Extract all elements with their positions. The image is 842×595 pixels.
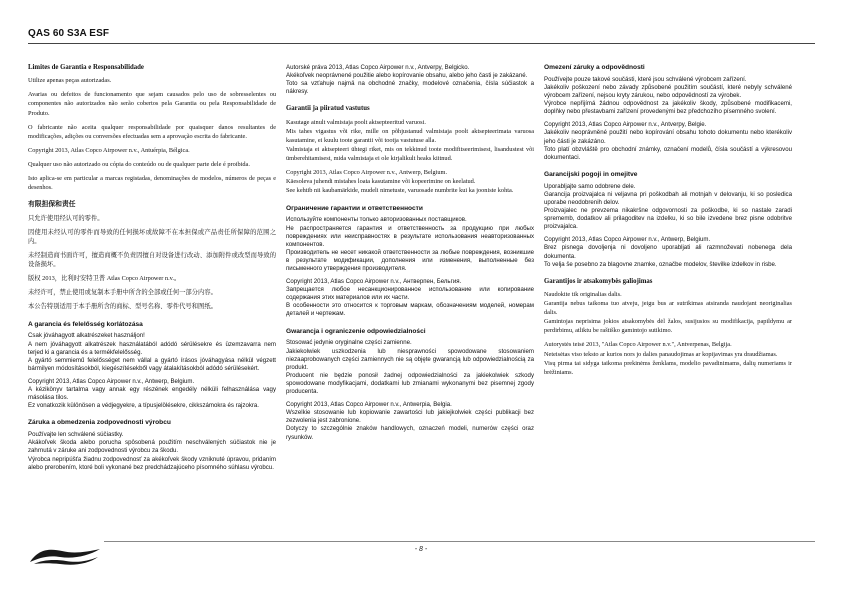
section-paragraph: Isto aplica-se em particular a marcas registadas, denominações de modelos, números de peças e desenhos.	[28, 175, 276, 192]
warranty-section	[28, 321, 276, 411]
section-paragraph: Copyright 2013, Atlas Copco Airpower n.v., Antwerp, Belgium. Brez pisnega dovoljenja ni dovoljeno uporabljati ali razmnoževati nobenega dela dokumenta. To velja še posebno za blagovne znamke, označbe modelov, številke izdelkov in risbe.	[544, 236, 792, 268]
section-heading: Omezení záruky a odpovědnosti	[544, 64, 645, 71]
warranty-section	[28, 64, 276, 192]
section-paragraph: 因使用未经认可的零件而导致的任何损坏或故障不在本担保或产品责任所保障的范围之内。	[28, 228, 276, 245]
warranty-section	[286, 105, 534, 195]
section-heading: Garantijos ir atsakomybės galiojimas	[544, 277, 653, 285]
section-paragraph: Используйте компоненты только авторизованных поставщиков. Не распространяется гарантия и ответственность за продукцию при любых повреждениях или неисправностях в результате использования неавторизованных компонентов. Производитель не несет никакой ответственности за любые повреждения, возникшие в результате модификации, дополнения или изменения, выполненные без письменного утверждения производителя.	[286, 216, 534, 272]
warranty-section	[28, 201, 276, 311]
document-title: QAS 60 S3A ESF	[28, 28, 110, 39]
section-paragraph: Copyright 2013, Atlas Copco Airpower n.v., Antuérpia, Bélgica.	[28, 146, 190, 154]
section-paragraph: Uporabljajte samo odobrene dele. Garancija proizvajalca ni veljavna pri poškodbah ali motnjah v delovanju, ki so posledica uporabe neodobrenih delov. Proizvajalec ne prevzema nikakršne odgovornosti za poškodbe, ki so nastale zaradi sprememb, dodatkov ali prilagoditev na izdelku, ki so bile izvedene brez pisne odobritve proizvajalca.	[544, 182, 792, 231]
section-paragraph: Stosować jedynie oryginalne części zamienne. Jakiekolwiek uszkodzenia lub niesprawności spowodowane stosowaniem niezaaprobowanych części zamiennych nie są objęte gwarancją lub odpowiedzialnością za produkt. Producent nie będzie ponosił żadnej odpowiedzialności za jakiekolwiek szkody spowodowane modyfikacjami, dodatkami lub zmianami wykonanymi bez pisemnej zgody producenta.	[286, 339, 534, 396]
section-heading: Ограничение гарантии и ответственности	[286, 204, 423, 212]
atlas-copco-logo	[28, 546, 102, 566]
section-paragraph: Copyright 2013, Atlas Copco Airpower n.v., Antwerp, Belgium. Käesoleva juhendi mistahes loata kasutamine või kopeerimine on keelatud. See kehtib nii kaubamärkide, mudeli nimetuste, varuosade numbrite kui ka jooniste kohta.	[286, 169, 514, 195]
section-paragraph: O fabricante não aceita qualquer responsabilidade por quaisquer danos resultantes de modificações, adições ou conversões efectuadas sem a aprovação escrita do fabricante.	[28, 123, 276, 140]
column-3	[544, 64, 792, 386]
section-heading: Limites de Garantia e Responsabilidade	[28, 64, 144, 71]
header-rule	[28, 43, 815, 44]
section-paragraph: 未经制造商书面许可，擅造商概不负责因擅自对设备进行改动、添加附件或改型而导致的设备损坏。	[28, 251, 276, 269]
section-paragraph: Csak jóváhagyott alkatrészeket használjon! A nem jóváhagyott alkatrészek használatából adódó sérülésekre és üzemzavarra nem terjed ki a garancia és a termékfelelősség. A gyártó semmiemű felelősséget nem vállal a gyártó írásos jóváhagyása nélkül végzett bármilyen módosításokból, kiegészítésekből vagy átalakításokból adódó sérülésekért.	[28, 332, 276, 372]
warranty-section	[286, 328, 534, 442]
section-paragraph: Autorystės teisė 2013, "Atlas Copco Airpower n.v.", Antverpenas, Belgija. Neteisėtas viso teksto ar kurios nors jo dalies panaudojimas ar kopijavimas yra draudžiamas. Visų pirma tai sidyga taikoma prekinėms ženklams, modelio pavadinimams, dalių numeriams ir brėžiniams.	[544, 341, 792, 376]
section-paragraph: Avarias ou defeitos de funcionamento que sejam causados pelo uso de sobresselentes ou componentes não autorizados não serão cobertos pela Garantia ou pela Responsabilidade de Produto.	[28, 91, 276, 117]
warranty-section	[544, 171, 792, 269]
section-paragraph: Kasutage ainult valmistaja poolt aktsepteeritud varuosi. Mis tahes vigastus või rike, mille on põhjustanud valmistaja poolt aktsepteerimata varuosa kasutamine, ei kuulu toote garantii või tootja vastutuse alla. Valmistaja ei aktsepteeri ühtegi riket, mis on tekkinud toote modifitseerimisest, lisandustest või ümberehitamisest, mida valmistaja ei ole kirjalikult heaks kiitnud.	[286, 118, 534, 163]
footer-rule	[104, 541, 815, 542]
section-paragraph: Naudokite tik originalias dalis. Garantija nebus taikoma tuo atveju, jeigu bus ar sutrikimas atsiranda naudojant neoriginalias dalis. Gamintojas neprisima jokios atsakomybės dėl žalos, susijusios su modifikacija, papildymu ar perdirbimu, atliktu be raštiško gamintojo sutikimo.	[544, 290, 792, 335]
warranty-section	[286, 205, 534, 319]
section-paragraph: Autorské práva 2013, Atlas Copco Airpower n.v., Antverpy, Belgicko. Akékoľvek neoprávnené použitie alebo kopírovanie obsahu, alebo jeho časti je zakázané. Toto sa vzťahuje najmä na obchodné značky, modelové označenia, čísla súčiastok a nákresy.	[286, 64, 534, 96]
section-heading: A garancia és felelősség korlátozása	[28, 320, 143, 328]
section-paragraph: 本公告特别适用于本手册所含的商标、型号名称、零件代号和图纸。	[28, 303, 217, 311]
warranty-section	[544, 64, 792, 162]
warranty-section	[544, 278, 792, 377]
section-heading: Gwarancja i ograniczenie odpowiedzialności	[286, 327, 426, 335]
section-paragraph: 未经许可，禁止使用或复制本手册中所含的全部或任何一部分内容。	[28, 289, 217, 297]
column-1	[28, 64, 276, 481]
section-paragraph: Qualquer uso não autorizado ou cópia do conteúdo ou de qualquer parte dele é proibida.	[28, 161, 250, 169]
section-heading: Záruka a obmedzenia zodpovednosti výrobcu	[28, 419, 171, 427]
section-paragraph: 版权 2013，比利时安特卫普 Atlas Copco Airpower n.v.。	[28, 275, 181, 283]
section-paragraph: 只允许使用经认可的零件。	[28, 214, 104, 222]
section-heading: Garantii ja piiratud vastutus	[286, 105, 370, 113]
section-paragraph: Používejte pouze takové součásti, které jsou schválené výrobcem zařízení. Jakékoliv poškození nebo závady způsobené použitím součástí, které nebyly schválené výrobcem zařízení, nejsou kryty zárukou, nebo odpovědností za výrobek. Výrobce nepřijímá žádnou odpovědnost za jakékoliv škody, způsobené modifikacemi, doplňky nebo přestavbami zařízení provedenými bez předchozího písemného svolení.	[544, 75, 792, 116]
section-paragraph: Utilize apenas peças autorizadas.	[28, 77, 112, 85]
page-number: - 8 -	[414, 546, 428, 553]
section-paragraph: Copyright 2013, Atlas Copco Airpower n.v., Antwerpia, Belgia. Wszelkie stosowanie lub kopiowanie zawartości lub jakiejkolwiek części publikacji bez zezwolenia jest zabronione. Dotyczy to szczególnie znaków handlowych, oznaczeń modeli, numerów części oraz rysunków.	[286, 401, 534, 441]
column-2	[286, 64, 534, 451]
section-paragraph: Copyright 2013, Atlas Copco Airpower n.v., Antverpy, Belgie. Jakékoliv neoprávněné použití nebo kopírování obsahu tohoto dokumentu nebo kterékoliv jeho části je zakázáno. Toto platí obzvláště pro obchodní známky, označení modelů, čísla součástí a výkresovou dokumentaci.	[544, 121, 792, 161]
section-heading: 有限担保和责任	[28, 201, 76, 209]
section-heading: Garancijski pogoji in omejitve	[544, 170, 638, 178]
section-paragraph: Používajte len schválené súčiastky. Akákoľvek škoda alebo porucha spôsobená použitím neschválených súčiastok nie je zahrnutá v záruke ani zodpovednosti výrobcu za škodu. Výrobca nepripúšťa žiadnu zodpovednosť za akékoľvek škody vzniknuté úpravou, pridaním alebo prerobením, ktoré boli vykonané bez predchádzajúceho písomného súhlasu výrobcu.	[28, 431, 276, 471]
warranty-section	[28, 419, 276, 471]
warranty-section	[286, 64, 534, 96]
section-paragraph: Copyright 2013, Atlas Copco Airpower n.v., Антверпен, Бельгия. Запрещается любое несанкционированное использование или копирование содержания этих материалов или их части. В особенности это относится к торговым маркам, обозначениям моделей, номерам деталей и чертежам.	[286, 278, 534, 318]
section-paragraph: Copyright 2013, Atlas Copco Airpower n.v., Antwerp, Belgium. A kézikönyv tartalma vagy annak egy részének engedély nélküli felhasználása vagy másolása tilos. Ez vonatkozik különösen a védjegyekre, a típusjelölésekre, cikkszámokra és rajzokra.	[28, 377, 276, 410]
